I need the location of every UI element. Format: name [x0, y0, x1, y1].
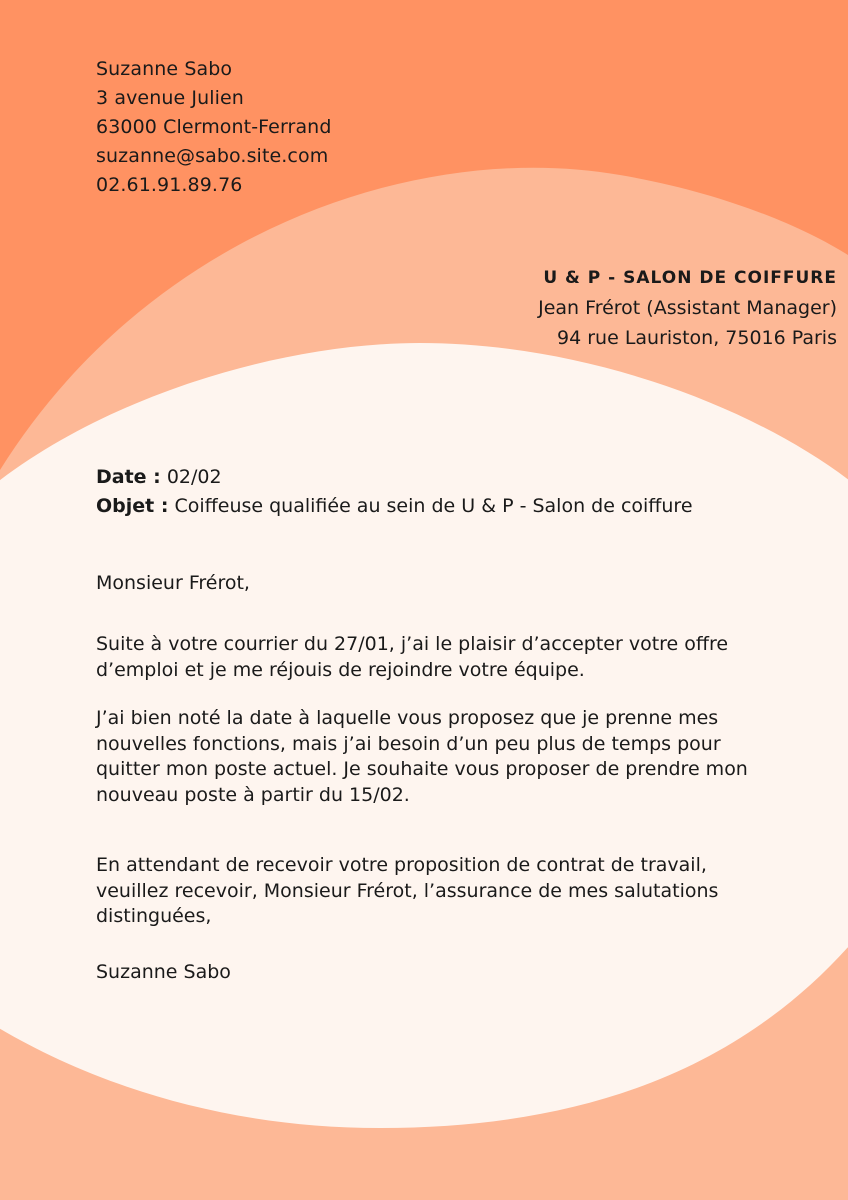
- salutation-text: Monsieur Frérot,: [96, 572, 250, 594]
- paragraph-closing: [96, 853, 766, 930]
- recipient-company: U & P - SALON DE COIFFURE: [543, 268, 837, 288]
- salutation: [96, 571, 766, 597]
- date-label: Date :: [96, 466, 161, 488]
- sender-phone: 02.61.91.89.76: [96, 174, 243, 196]
- paragraph-2-text: J’ai bien noté la date à laquelle vous proposez que je prenne mes nouvelles fonctions, mais j’ai besoin d’un peu plus de temps pour quitter mon poste actuel. Je souhaite vous proposer de prendre mon nouveau poste à partir du 15/02.: [96, 707, 748, 806]
- paragraph-3-text: En attendant de recevoir votre proposition de contrat de travail, veuillez recevoir, Monsieur Frérot, l’assurance de mes salutations distinguées,: [96, 854, 719, 927]
- signature-name: Suzanne Sabo: [96, 961, 231, 983]
- paragraph-1-text: Suite à votre courrier du 27/01, j’ai le plaisir d’accepter votre offre d’emploi et je me réjouis de rejoindre votre équipe.: [96, 633, 729, 681]
- subject-value: Coiffeuse qualifiée au sein de U & P - Salon de coiffure: [174, 495, 693, 517]
- sender-email: suzanne@sabo.site.com: [96, 145, 329, 167]
- sender-name: Suzanne Sabo: [96, 58, 233, 80]
- paragraph-acceptance: [96, 632, 766, 683]
- date-line: [96, 463, 693, 492]
- sender-city: 63000 Clermont-Ferrand: [96, 116, 332, 138]
- signature: [96, 960, 766, 986]
- date-value: 02/02: [166, 466, 222, 488]
- recipient-block: [538, 263, 837, 353]
- recipient-contact: Jean Frérot (Assistant Manager): [538, 297, 837, 319]
- subject-label: Objet :: [96, 495, 169, 517]
- paragraph-start-date: [96, 706, 766, 808]
- letter-meta: [96, 463, 693, 521]
- sender-block: [96, 55, 332, 200]
- subject-line: [96, 492, 693, 521]
- sender-street: 3 avenue Julien: [96, 87, 244, 109]
- recipient-address: 94 rue Lauriston, 75016 Paris: [557, 327, 837, 349]
